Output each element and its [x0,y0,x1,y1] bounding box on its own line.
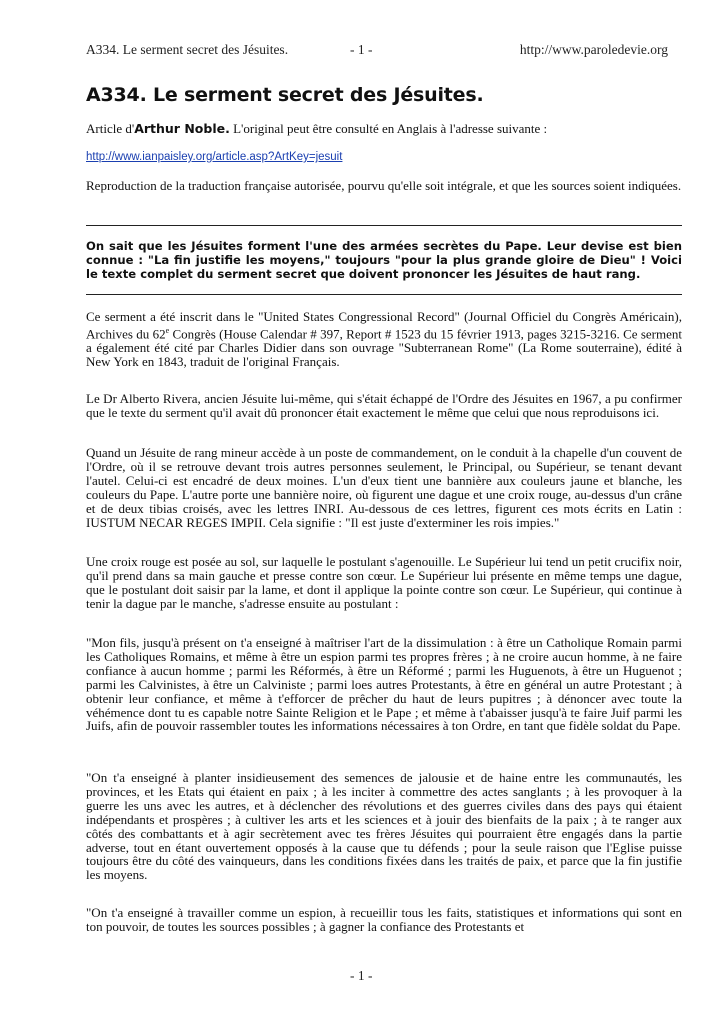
paragraph-oath-3: "On t'a enseigné à travailler comme un espion, à recueillir tous les faits, statistiques et informations qui sont en ton pouvoir, de toutes les sources possibles ; à gagner la confiance des Protestants et [86,905,682,934]
paragraph-rivera: Le Dr Alberto Rivera, ancien Jésuite lui-même, qui s'était échappé de l'Ordre des Jésuites en 1967, a pu confirmer que le texte du serment qu'il avait dû prononcer était exactement le même que celui que nous reproduisons ici. [86,391,682,420]
paragraph-chapel: Quand un Jésuite de rang mineur accède à un poste de commandement, on le conduit à la chapelle d'un couvent de l'Ordre, où il se retrouve devant trois autres personnes seulement, le Principal, ou Supérieur, se tenant devant l'autel. Celui-ci est encadré de deux moines. L'un d'eux tient une bannière aux couleurs jaune et blanche, les couleurs du Pape. L'autre porte une bannière noire, où figurent une dague et une croix rouge, au-dessus d'un crâne et de deux tibias croisés, avec les lettres INRI. Au-dessous de ces lettres, figurent ces mots écrits en Latin : IUSTUM NECAR REGES IMPII. Cela signifie : "Il est juste d'exterminer les rois impies." [86,445,682,530]
p1-text-b: Congrès (House Calendar # 397, Report # 1523 du 15 février 1913, pages 3215-3216. Ce serment a également été cité par Charles Didier dans son ouvrage "Subterranean Rome" (La Rome souterraine), édité à New York en 1843, traduit de l'original Français. [86,326,682,370]
header-page-number: - 1 - [350,42,373,57]
lead-paragraph: On sait que les Jésuites forment l'une des armées secrètes du Pape. Leur devise est bien connue : "La fin justifie les moyens," toujours "pour la plus grande gloire de Dieu" ! Voici le texte complet du serment secret que doivent prononcer les Jésuites de haut rang. [86,239,682,281]
intro-suffix: L'original peut être consulté en Anglais à l'adresse suivante : [229,121,548,136]
paragraph-oath-1: "Mon fils, jusqu'à présent on t'a enseigné à maîtriser l'art de la dissimulation : à être un Catholique Romain parmi les Catholiques Romains, et même à être un espion parmi tes propres frères ; à ne croire aucun homme, à ne faire confiance à aucun homme ; parmi les Réformés, à être un Réformé ; parmi les Huguenots, à être un Huguenot ; parmi les Calvinistes, à être un Calviniste ; parmi loes autres Protestants, à être en général un autre Protestant ; à obtenir leur confiance, et même à t'efforcer de prêcher du haut de leurs pupitres ; à dénoncer avec toute la véhémence dont tu es capable notre Sainte Religion et le Pape ; et même à t'abaisser jusqu'à te faire Juif parmi les Juifs, afin de pouvoir rassembler toutes les informations nécessaires à ton Ordre, en tant que fidèle soldat du Pape. [86,635,682,734]
page-footer-number: - 1 - [350,968,373,983]
document-title: A334. Le serment secret des Jésuites. [86,84,484,106]
intro-prefix: Article d' [86,121,135,136]
divider-top [86,225,682,226]
p1-text-a: Ce serment a été inscrit dans le "United States Congressional Record" (Journal Officiel du Congrès Américain), Archives du 62 [86,309,682,342]
article-intro [86,121,547,137]
author-name: Arthur Noble. [134,121,230,136]
header-title: A334. Le serment secret des Jésuites. [86,42,289,57]
divider-bottom [86,294,682,295]
source-link[interactable]: http://www.ianpaisley.org/article.asp?ArtKey=jesuit [86,151,343,163]
header-url: http://www.paroledevie.org [519,42,668,57]
reproduction-notice: Reproduction de la traduction française autorisée, pourvu qu'elle soit intégrale, et que les sources soient indiquées. [86,178,682,193]
paragraph-oath-2: "On t'a enseigné à planter insidieusement des semences de jalousie et de haine entre les communautés, les provinces, et les Etats qui étaient en paix ; à les inciter à commettre des actes sanglants ; à les provoquer à la guerre les uns avec les autres, et à déclencher des révolutions et des guerres civiles dans des pays qui étaient indépendants et prospères ; à cultiver les arts et les sciences et à jouir des bienfaits de la paix ; à te ranger aux côtés des combattants et à agir secrètement avec tes frères Jésuites qui pourraient être engagés dans la partie adverse, tout en étant ouvertement opposés à la cause que tu défends ; pour la seule raison que l'Eglise puisse toujours être du côté des vainqueurs, dans les conditions fixées dans les traités de paix, et parce que la fin justifie les moyens. [86,770,682,883]
p1-superscript: e [165,325,170,335]
paragraph-congressional-record [86,310,682,369]
paragraph-red-cross: Une croix rouge est posée au sol, sur laquelle le postulant s'agenouille. Le Supérieur lui tend un petit crucifix noir, qu'il prend dans sa main gauche et presse contre son cœur. Le Supérieur lui présente en même temps une dague, que le postulant doit saisir par la lame, et dont il applique la pointe contre son cœur. Le Supérieur, qui continue à tenir la dague par le manche, s'adresse ensuite au postulant : [86,554,682,611]
